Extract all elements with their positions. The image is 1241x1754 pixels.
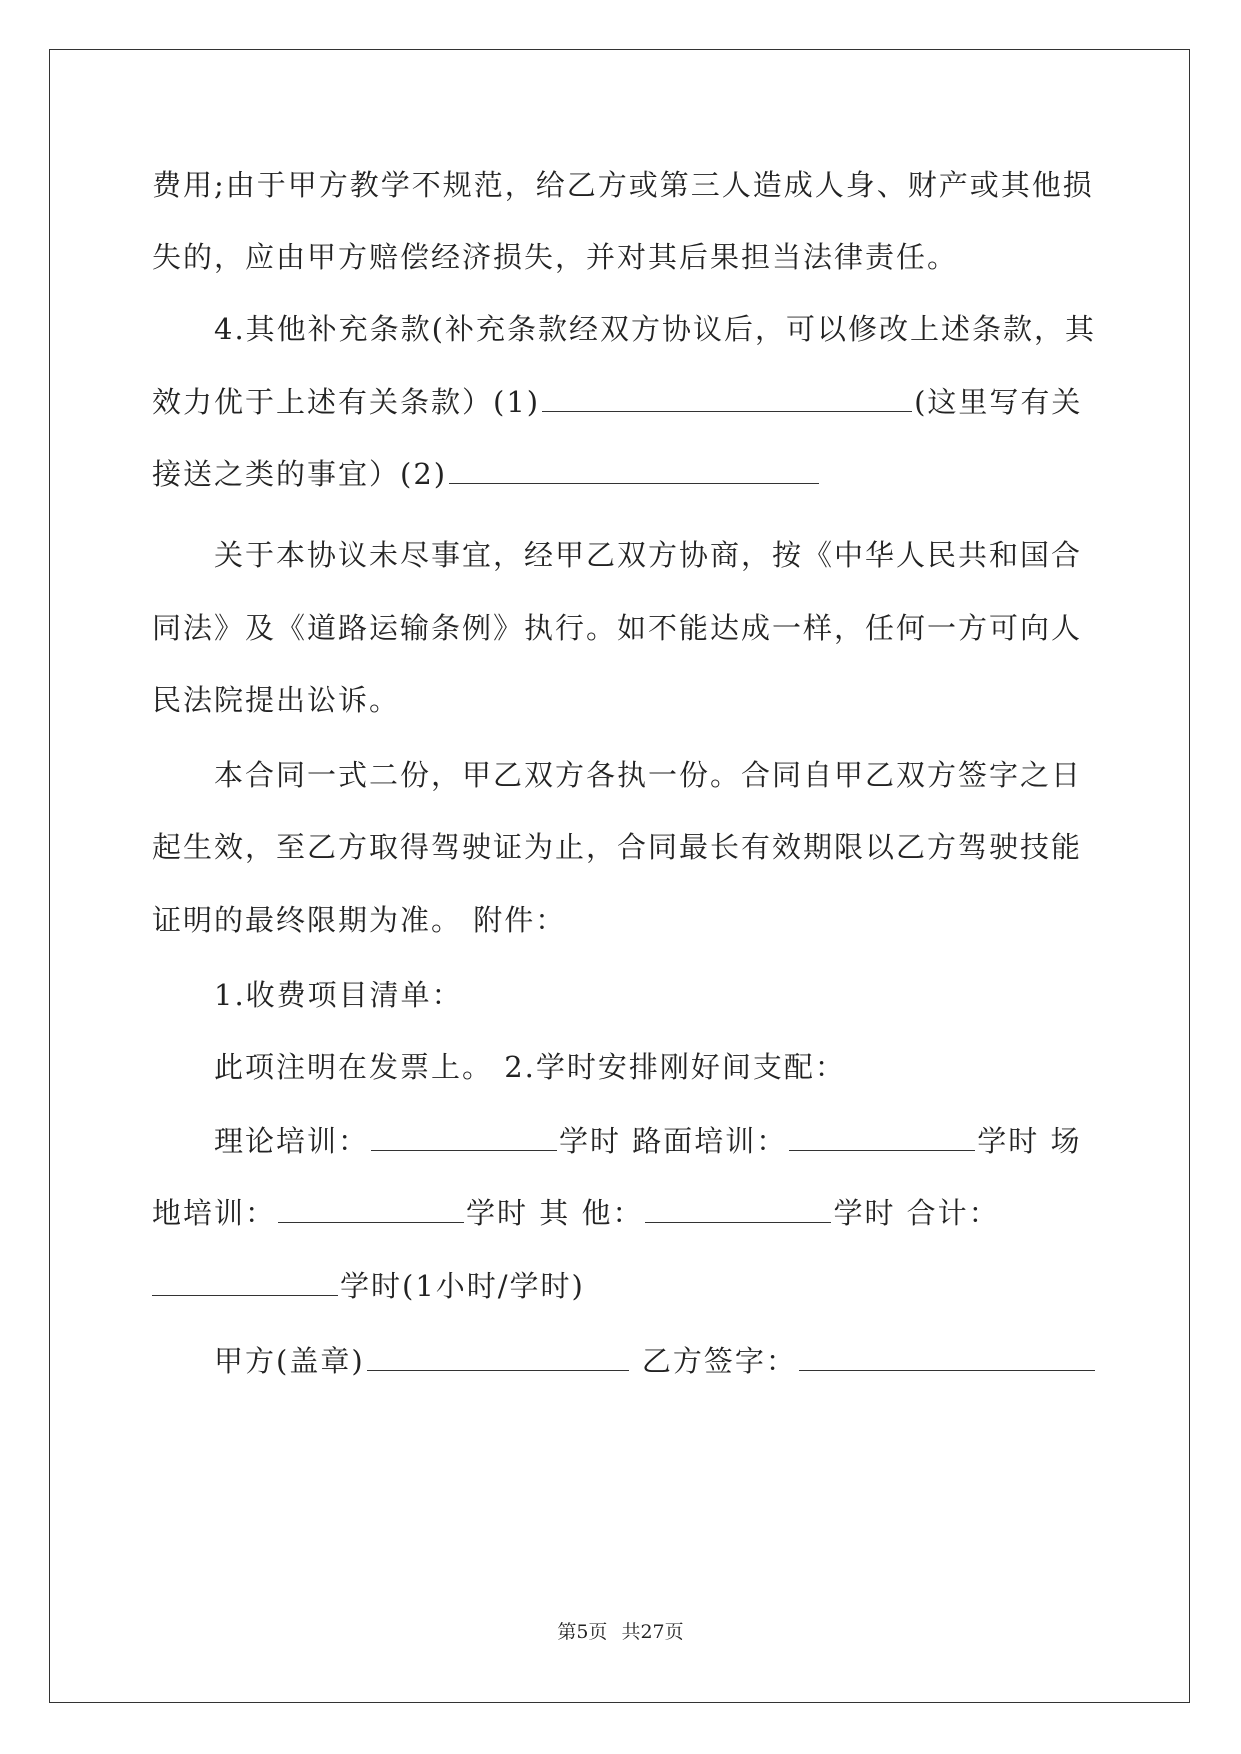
page-footer xyxy=(0,1617,1241,1644)
text-line xyxy=(152,381,1082,421)
text-line xyxy=(152,1047,846,1087)
text-line-content: 关于本协议未尽事宜，经甲乙双方协商，按《中华人民共和国合 xyxy=(214,538,1083,572)
text-line-content: 起生效，至乙方取得驾驶证为止，合同最长有效期限以乙方驾驶技能 xyxy=(152,830,1083,864)
fill-blank[interactable] xyxy=(542,381,912,412)
text-line xyxy=(152,1265,585,1305)
page-frame xyxy=(49,49,1190,1703)
text-line-content: 学时(1小时/学时) xyxy=(340,1269,585,1303)
text-line-content: 甲方(盖章) xyxy=(214,1344,365,1378)
fill-blank[interactable] xyxy=(449,453,819,484)
text-line xyxy=(152,755,1082,795)
text-line xyxy=(152,975,463,1015)
text-line-content: 地培训： xyxy=(152,1196,277,1230)
text-line-content: (这里写有关 xyxy=(914,385,1083,419)
text-line-content: 学时 场 xyxy=(977,1124,1082,1158)
text-line xyxy=(152,453,821,493)
text-line-content: 4.其他补充条款(补充条款经双方协议后，可以修改上述条款，其 xyxy=(214,312,1096,346)
page-total: 共27页 xyxy=(621,1621,684,1643)
text-line xyxy=(152,1340,1097,1380)
text-line-content: 此项注明在发票上。 2.学时安排刚好间支配： xyxy=(214,1050,846,1084)
fill-blank[interactable] xyxy=(645,1192,831,1223)
text-line xyxy=(152,680,400,720)
text-line-content: 乙方签字： xyxy=(641,1344,797,1378)
text-line-content: 失的，应由甲方赔偿经济损失，并对其后果担当法律责任。 xyxy=(152,240,959,274)
text-line-content: 效力优于上述有关条款）(1) xyxy=(152,385,541,419)
text-line xyxy=(152,900,566,940)
text-line-content: 1.收费项目清单： xyxy=(214,978,463,1012)
text-line xyxy=(152,1192,1000,1232)
text-line xyxy=(152,1120,1081,1160)
fill-blank[interactable] xyxy=(371,1120,557,1151)
text-line-content: 民法院提出讼诉。 xyxy=(152,683,401,717)
text-line-content: 学时 合计： xyxy=(833,1196,1000,1230)
text-line-content: 同法》及《道路运输条例》执行。如不能达成一样，任何一方可向人 xyxy=(152,611,1083,645)
fill-blank[interactable] xyxy=(799,1340,1095,1371)
text-line xyxy=(152,608,1082,648)
text-line-content: 接送之类的事宜）(2) xyxy=(152,457,448,491)
text-line xyxy=(152,535,1082,575)
page-number: 第5页 xyxy=(557,1621,608,1643)
fill-blank[interactable] xyxy=(367,1340,629,1371)
text-line-content: 理论培训： xyxy=(214,1124,370,1158)
text-line-content: 学时 路面培训： xyxy=(559,1124,788,1158)
text-line-content: 证明的最终限期为准。 附件： xyxy=(152,903,567,937)
text-line xyxy=(152,827,1082,867)
text-line xyxy=(152,309,1096,349)
fill-blank[interactable] xyxy=(789,1120,975,1151)
text-line xyxy=(152,237,958,277)
fill-blank[interactable] xyxy=(278,1192,464,1223)
fill-blank[interactable] xyxy=(152,1265,338,1296)
text-line-content: 本合同一式二份，甲乙双方各执一份。合同自甲乙双方签字之日 xyxy=(214,758,1083,792)
text-line xyxy=(152,165,1094,205)
text-line-content: 费用;由于甲方教学不规范，给乙方或第三人造成人身、财产或其他损 xyxy=(152,168,1094,202)
text-line-content: 学时 其 他： xyxy=(466,1196,644,1230)
